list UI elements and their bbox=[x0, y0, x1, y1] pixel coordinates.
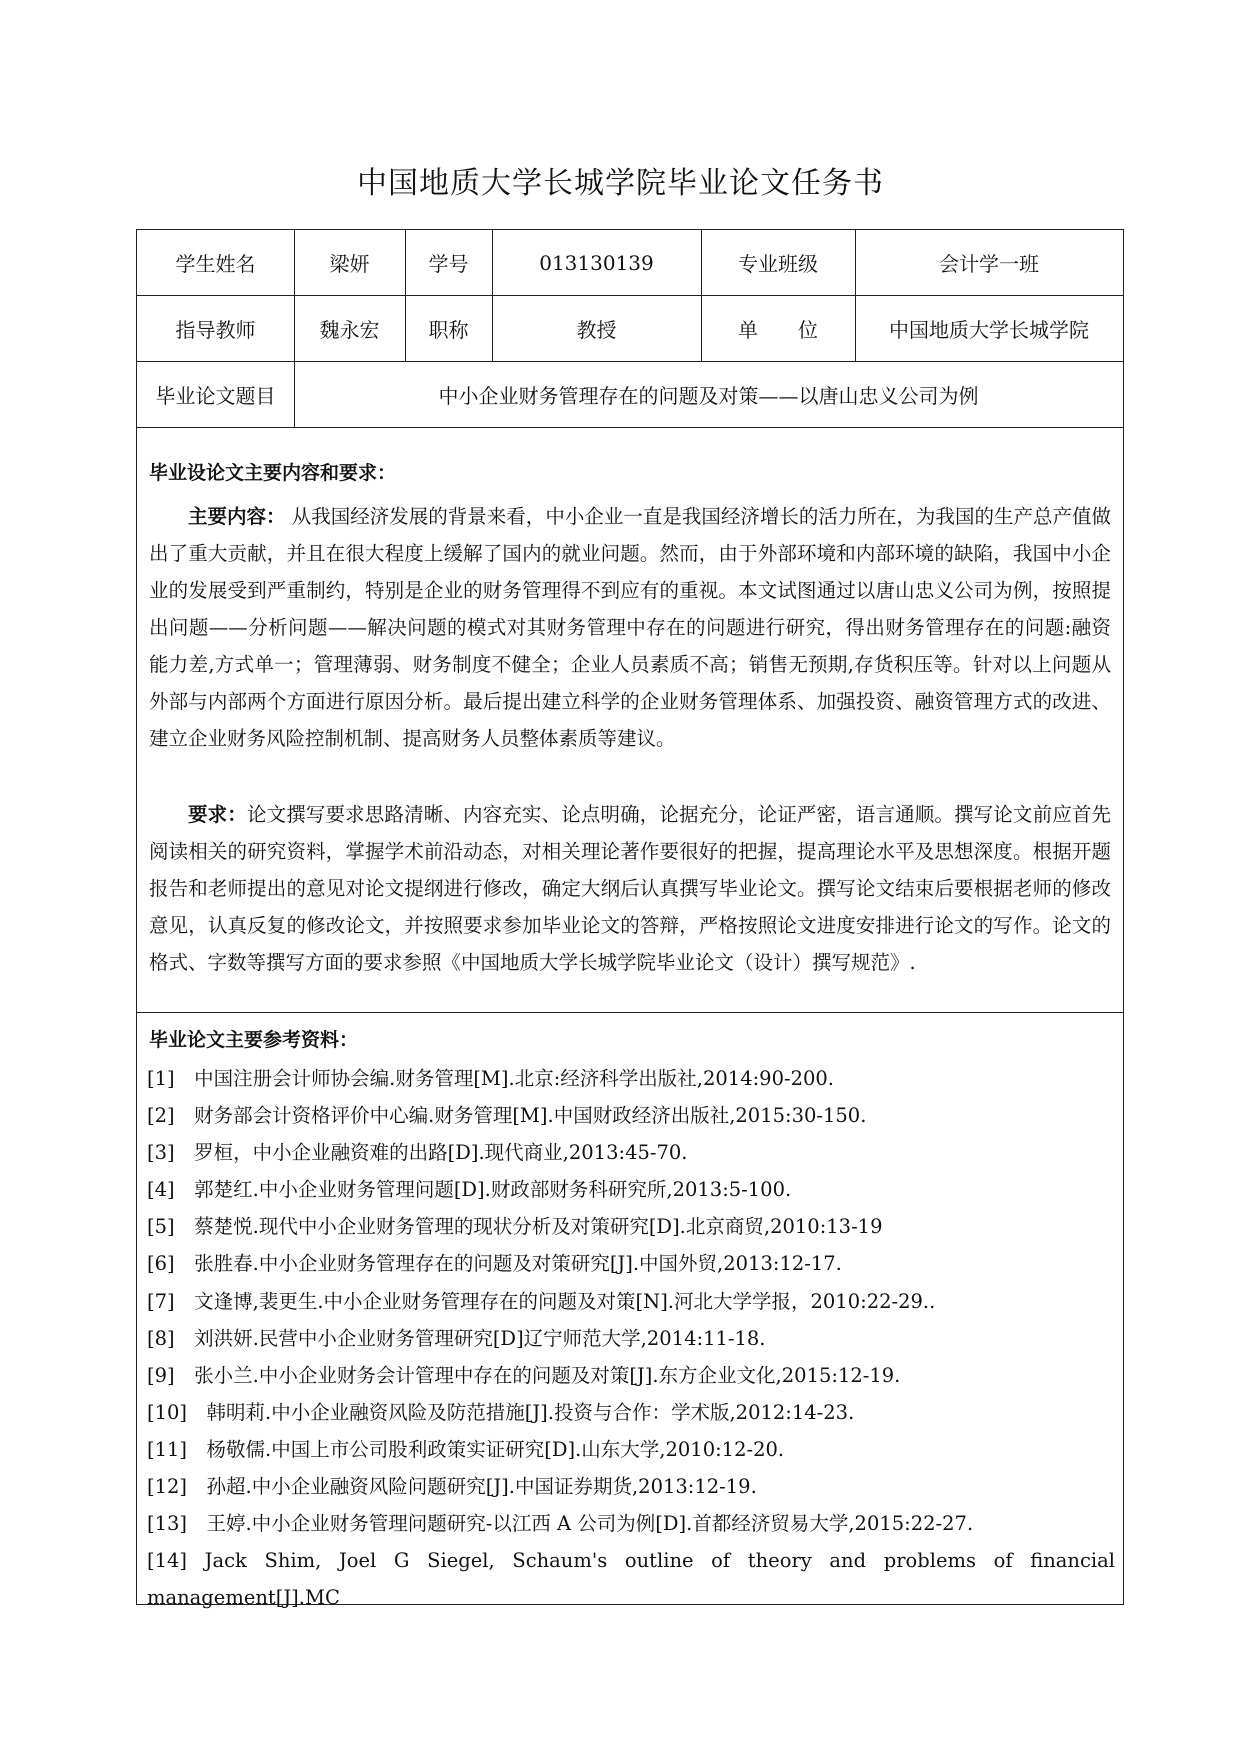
reference-item: [11] 杨敬儒.中国上市公司股利政策实证研究[D].山东大学,2010:12-20. bbox=[147, 1437, 785, 1461]
main-content-label: 主要内容： bbox=[188, 505, 286, 528]
reference-item: [5] 蔡楚悦.现代中小企业财务管理的现状分析及对策研究[D].北京商贸,2010:13-19 bbox=[147, 1215, 883, 1239]
requirements-paragraph bbox=[149, 796, 1111, 981]
advisor-value: 魏永宏 bbox=[319, 317, 380, 342]
topic-label: 毕业论文题目 bbox=[155, 383, 276, 408]
student-id-label: 学号 bbox=[428, 252, 469, 276]
row-divider bbox=[137, 427, 1123, 428]
main-content-paragraph bbox=[149, 498, 1111, 757]
task-form-table bbox=[136, 229, 1124, 1610]
document-title: 中国地质大学长城学院毕业论文任务书 bbox=[357, 166, 884, 201]
reference-item: [14] Jack Shim, Joel G Siegel, Schaum's outline of theory and problems of financial management[J].MC bbox=[147, 1549, 1115, 1610]
student-id-value: 013130139 bbox=[539, 250, 654, 275]
reference-item: [8] 刘洪妍.民营中小企业财务管理研究[D]辽宁师范大学,2014:11-18. bbox=[147, 1326, 766, 1350]
requirements-label: 要求： bbox=[188, 803, 247, 826]
reference-item: [2] 财务部会计资格评价中心编.财务管理[M].中国财政经济出版社,2015:30-150. bbox=[147, 1104, 867, 1128]
reference-item: [6] 张胜春.中小企业财务管理存在的问题及对策研究[J].中国外贸,2013:12-17. bbox=[147, 1252, 842, 1276]
references-heading: 毕业论文主要参考资料： bbox=[149, 1029, 359, 1051]
unit-label: 单 位 bbox=[738, 317, 818, 342]
class-label: 专业班级 bbox=[738, 252, 818, 276]
requirements-text: 论文撰写要求思路清晰、内容充实、论点明确，论据充分，论证严密，语言通顺。撰写论文前应首先阅读相关的研究资料，掌握学术前沿动态，对相关理论著作要很好的把握，提高理论水平及思想深度。根据开题报告和老师提出的意见对论文提纲进行修改，确定大纲后认真撰写毕业论文。撰写论文结束后要根据老师的修改意见，认真反复的修改论文，并按照要求参加毕业论文的答辩，严格按照论文进度安排进行论文的写作。论文的格式、字数等撰写方面的要求参照《中国地质大学长城学院毕业论文（设计）撰写规范》. bbox=[149, 803, 1111, 974]
rank-label: 职称 bbox=[428, 317, 469, 342]
reference-item: [1] 中国注册会计师协会编.财务管理[M].北京:经济科学出版社,2014:90-200. bbox=[147, 1067, 834, 1090]
main-content-text: 从我国经济发展的背景来看，中小企业一直是我国经济增长的活力所在，为我国的生产总产值做出了重大贡献，并且在很大程度上缓解了国内的就业问题。然而，由于外部环境和内部环境的缺陷，我国中小企业的发展受到严重制约，特别是企业的财务管理得不到应有的重视。本文试图通过以唐山忠义公司为例，按照提出问题——分析问题——解决问题的模式对其财务管理中存在的问题进行研究，得出财务管理存在的问题:融资能力差,方式单一；管理薄弱、财务制度不健全；企业人员素质不高；销售无预期,存货积压等。针对以上问题从外部与内部两个方面进行原因分析。最后提出建立科学的企业财务管理体系、加强投资、融资管理方式的改进、建立企业财务风险控制机制、提高财务人员整体素质等建议。 bbox=[149, 505, 1111, 750]
row-divider bbox=[137, 1012, 1123, 1013]
unit-value: 中国地质大学长城学院 bbox=[889, 317, 1089, 342]
student-name-label: 学生姓名 bbox=[175, 252, 256, 276]
reference-item: [9] 张小兰.中小企业财务会计管理中存在的问题及对策[J].东方企业文化,2015:12-19. bbox=[147, 1363, 901, 1387]
student-name-value: 梁妍 bbox=[329, 252, 370, 276]
reference-list bbox=[147, 1060, 1115, 1610]
topic-value: 中小企业财务管理存在的问题及对策——以唐山忠义公司为例 bbox=[438, 383, 979, 408]
class-value: 会计学一班 bbox=[939, 252, 1039, 276]
reference-item: [7] 文逢博,裴更生.中小企业财务管理存在的问题及对策[N].河北大学学报，2010:22-29.. bbox=[147, 1289, 936, 1313]
rank-value: 教授 bbox=[576, 317, 617, 342]
advisor-label: 指导教师 bbox=[175, 317, 256, 342]
reference-item: [12] 孙超.中小企业融资风险问题研究[J].中国证券期货,2013:12-19. bbox=[147, 1475, 757, 1499]
reference-item: [10] 韩明莉.中小企业融资风险及防范措施[J].投资与合作：学术版,2012:14-23. bbox=[147, 1400, 855, 1424]
reference-item: [13] 王婷.中小企业财务管理问题研究-以江西 A 公司为例[D].首都经济贸易大学,2015:22-27. bbox=[147, 1512, 974, 1536]
content-heading: 毕业设论文主要内容和要求： bbox=[149, 462, 397, 484]
reference-item: [4] 郭楚红.中小企业财务管理问题[D].财政部财务科研究所,2013:5-100. bbox=[147, 1178, 792, 1202]
reference-item: [3] 罗桓，中小企业融资难的出路[D].现代商业,2013:45-70. bbox=[147, 1141, 688, 1165]
